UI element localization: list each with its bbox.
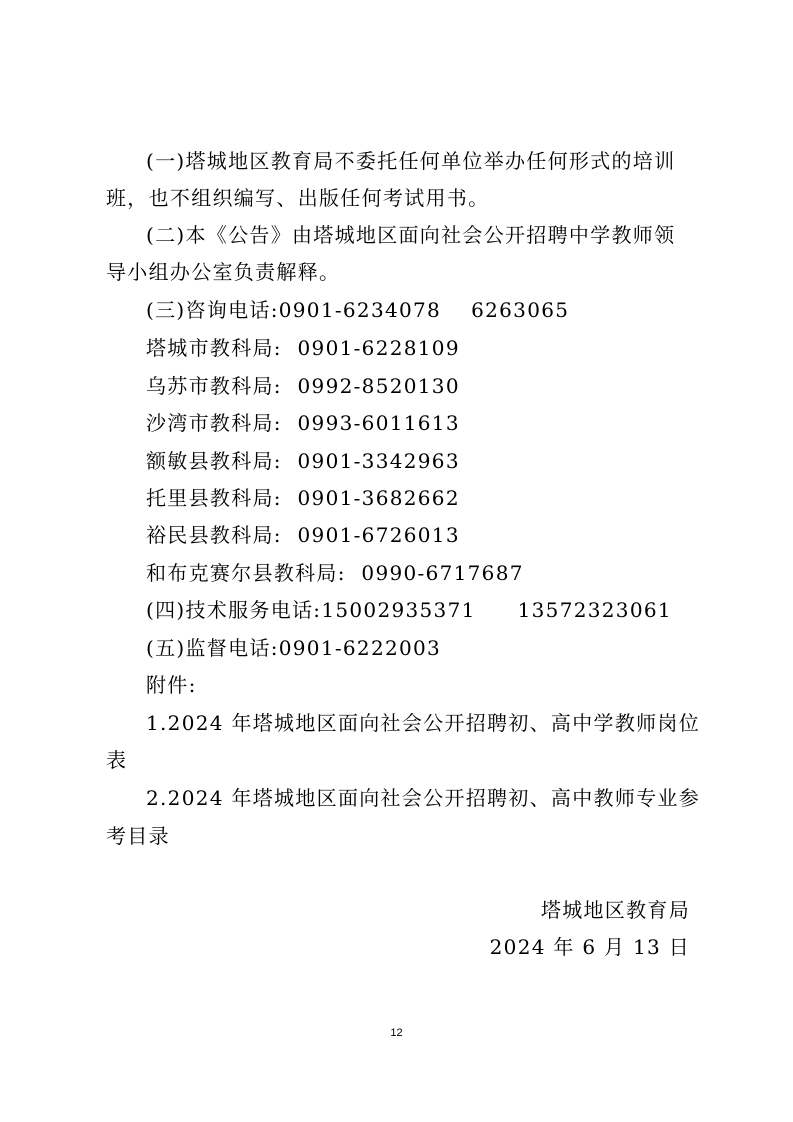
item3-label: (三)咨询电话: [146, 298, 279, 322]
contact-name: 裕民县教科局: [146, 523, 282, 547]
signature-date: 2024 年 6 月 13 日 [489, 935, 690, 959]
contact-row [146, 334, 460, 362]
item4-phone2: 13572323061 [517, 598, 672, 622]
contact-phone: 0901-6726013 [297, 523, 460, 547]
item5-phone: 0901-6222003 [278, 636, 442, 660]
attachment1-line1: 1.2024 年塔城地区面向社会公开招聘初、高中学教师岗位 [146, 711, 701, 735]
item3-phone2: 6263065 [471, 298, 570, 322]
item4-label: (四)技术服务电话: [146, 598, 322, 622]
contact-row [146, 447, 460, 475]
item5-label: (五)监督电话: [146, 636, 279, 660]
contact-name: 和布克赛尔县教科局: [146, 561, 346, 585]
contact-name: 沙湾市教科局: [146, 411, 282, 435]
contact-row [146, 372, 460, 400]
contact-phone: 0992-8520130 [297, 374, 460, 398]
contact-row [146, 521, 460, 549]
attachments-label: 附件: [146, 673, 197, 697]
item4-tech-phone [146, 596, 672, 624]
item5-supervision-phone [146, 634, 441, 662]
item2-line1: (二)本《公告》由塔城地区面向社会公开招聘中学教师领 [146, 223, 676, 247]
item3-consult-phone [146, 296, 569, 324]
attachment2-line1: 2.2024 年塔城地区面向社会公开招聘初、高中教师专业参 [146, 786, 701, 810]
contact-row [146, 484, 460, 512]
attachment2-line2: 考目录 [106, 824, 170, 848]
item3-phone1: 0901-6234078 [278, 298, 442, 322]
item1-line2: 班，也不组织编写、出版任何考试用书。 [106, 186, 490, 210]
signature-org: 塔城地区教育局 [540, 898, 690, 922]
attachment1-line2: 表 [106, 748, 128, 772]
contact-phone: 0990-6717687 [361, 561, 524, 585]
page-number: 12 [390, 1027, 403, 1039]
contact-name: 托里县教科局: [146, 486, 282, 510]
contact-phone: 0901-3682662 [297, 486, 460, 510]
contact-phone: 0901-3342963 [297, 449, 460, 473]
contact-row [146, 559, 524, 587]
contact-phone: 0993-6011613 [297, 411, 460, 435]
contact-row [146, 409, 460, 437]
item1-line1: (一)塔城地区教育局不委托任何单位举办任何形式的培训 [146, 149, 676, 173]
contact-phone: 0901-6228109 [297, 336, 460, 360]
item4-phone1: 15002935371 [321, 598, 476, 622]
contact-name: 塔城市教科局: [146, 336, 282, 360]
contact-name: 额敏县教科局: [146, 449, 282, 473]
item2-line2: 导小组办公室负责解释。 [106, 260, 341, 284]
contact-name: 乌苏市教科局: [146, 374, 282, 398]
